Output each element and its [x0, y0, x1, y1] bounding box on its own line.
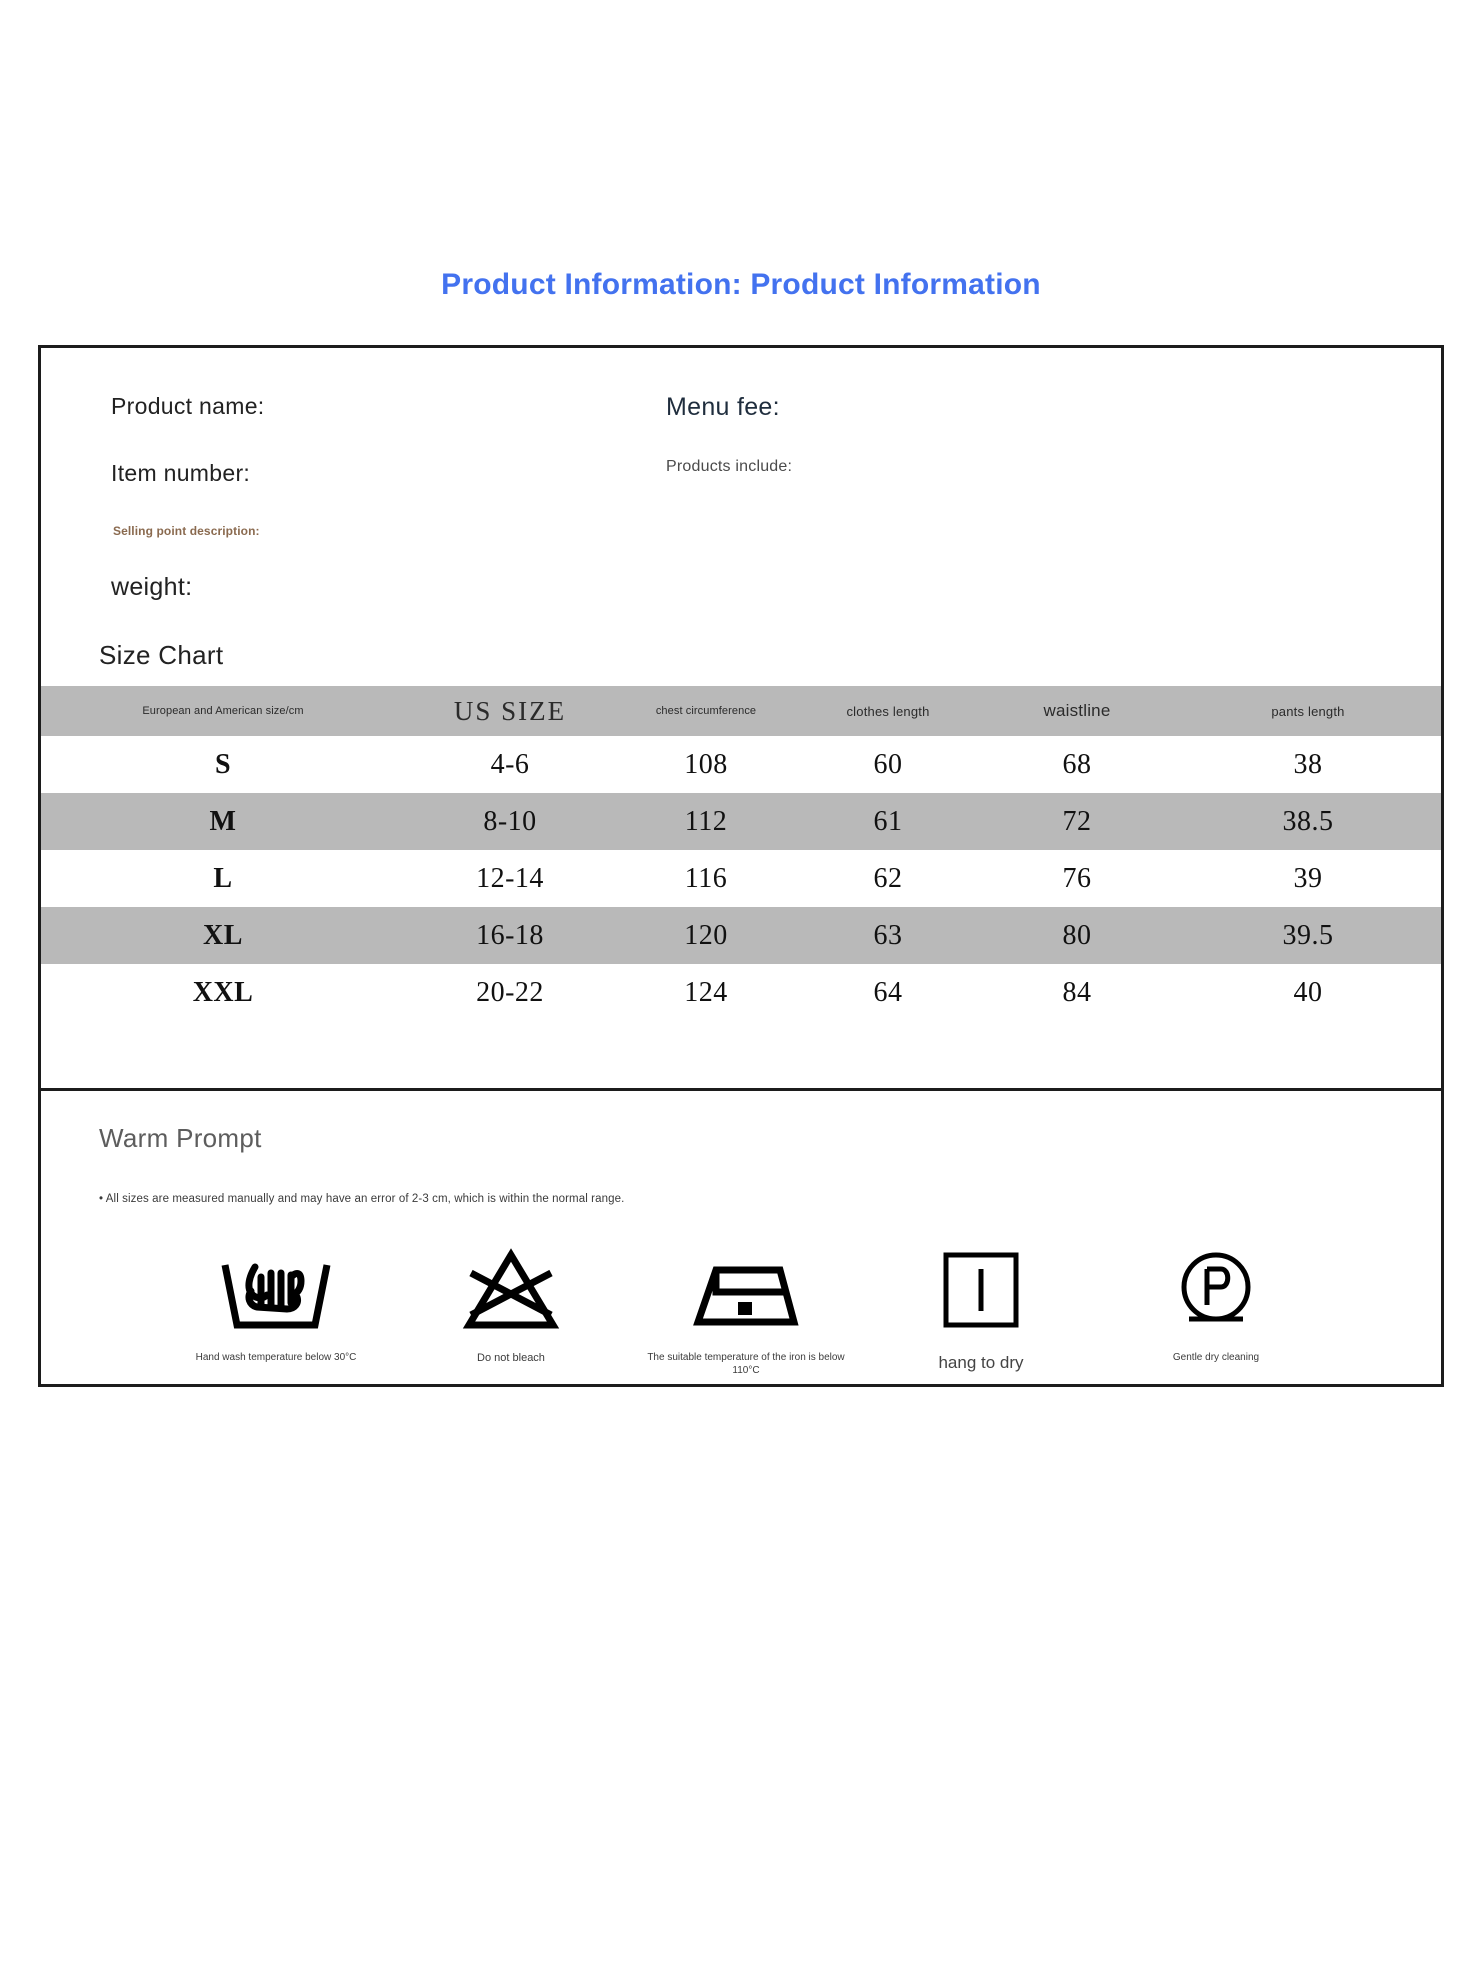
cell-chest: 108: [684, 748, 728, 780]
cell-clothes-length: 62: [873, 862, 903, 894]
iron-low-heat-icon: [690, 1244, 802, 1336]
hand-wash-icon: [217, 1244, 335, 1336]
cell-pants-length: 38: [1293, 748, 1323, 780]
cell-pants-length: 39: [1293, 862, 1323, 894]
care-caption-iron: The suitable temperature of the iron is below 110°C: [647, 1352, 845, 1376]
cell-chest: 112: [684, 805, 728, 837]
item-number-label: Item number:: [111, 460, 251, 486]
table-row: [41, 907, 1441, 964]
cell-waistline: 68: [1062, 748, 1092, 780]
warm-prompt-heading: Warm Prompt: [99, 1123, 262, 1153]
table-row: [41, 736, 1441, 793]
selling-point-description-label: Selling point description:: [113, 524, 260, 538]
cell-us-size: 12-14: [476, 862, 544, 894]
cell-us-size: 20-22: [476, 976, 544, 1008]
care-symbol-hand-wash: [171, 1244, 381, 1365]
product-info-card: [38, 345, 1444, 1387]
cell-chest: 124: [684, 976, 728, 1008]
cell-waistline: 72: [1062, 805, 1092, 837]
cell-clothes-length: 60: [873, 748, 903, 780]
table-header-row: [41, 686, 1441, 736]
column-header-waistline: waistline: [1043, 701, 1111, 720]
hang-to-dry-icon: [940, 1244, 1022, 1336]
cell-size: S: [214, 748, 232, 780]
care-caption-hang-to-dry: hang to dry: [938, 1353, 1024, 1372]
table-bottom-divider: [41, 1088, 1441, 1091]
cell-pants-length: 39.5: [1282, 919, 1334, 951]
care-caption-hand-wash: Hand wash temperature below 30°C: [195, 1352, 357, 1363]
dry-clean-p-icon: [1173, 1244, 1259, 1336]
product-info-block: [41, 348, 1441, 648]
weight-label: weight:: [111, 573, 193, 601]
column-header-clothes-length: clothes length: [846, 703, 930, 719]
cell-waistline: 80: [1062, 919, 1092, 951]
cell-size: M: [209, 805, 237, 837]
table-row: [41, 964, 1441, 1021]
care-symbol-hang-to-dry: [876, 1244, 1086, 1373]
size-chart-table: [41, 686, 1441, 1021]
care-symbol-dry-clean: [1111, 1244, 1321, 1365]
cell-us-size: 4-6: [490, 748, 530, 780]
cell-clothes-length: 64: [873, 976, 903, 1008]
cell-clothes-length: 61: [873, 805, 903, 837]
size-chart-heading: Size Chart: [99, 640, 224, 670]
cell-waistline: 76: [1062, 862, 1092, 894]
care-symbols-row: [171, 1244, 1321, 1377]
cell-us-size: 8-10: [483, 805, 537, 837]
products-include-label: Products include:: [666, 458, 793, 475]
table-row: [41, 793, 1441, 850]
care-caption-dry-clean: Gentle dry cleaning: [1172, 1352, 1260, 1363]
column-header-pants-length: pants length: [1271, 703, 1345, 719]
cell-size: XL: [203, 919, 243, 951]
menu-fee-label: Menu fee:: [666, 393, 780, 421]
cell-waistline: 84: [1062, 976, 1092, 1008]
do-not-bleach-icon: [461, 1244, 561, 1336]
warm-prompt-note: • All sizes are measured manually and may have an error of 2-3 cm, which is within the normal range.: [99, 1193, 625, 1205]
cell-chest: 120: [684, 919, 728, 951]
column-header-chest: chest circumference: [655, 705, 757, 717]
cell-pants-length: 40: [1293, 976, 1323, 1008]
page-title: Product Information: Product Information: [441, 268, 1041, 301]
table-row: [41, 850, 1441, 907]
care-symbol-iron: [641, 1244, 851, 1377]
cell-clothes-length: 63: [873, 919, 903, 951]
care-caption-do-not-bleach: Do not bleach: [477, 1352, 545, 1364]
cell-size: XXL: [192, 976, 254, 1008]
product-name-label: Product name:: [111, 393, 265, 419]
care-symbol-do-not-bleach: [406, 1244, 616, 1366]
cell-chest: 116: [684, 862, 728, 894]
size-chart-body: [41, 736, 1441, 1021]
cell-us-size: 16-18: [476, 919, 544, 951]
column-header-us-size: US SIZE: [453, 695, 567, 726]
cell-size: L: [213, 862, 233, 894]
column-header-eu-size: European and American size/cm: [142, 705, 304, 717]
cell-pants-length: 38.5: [1282, 805, 1334, 837]
